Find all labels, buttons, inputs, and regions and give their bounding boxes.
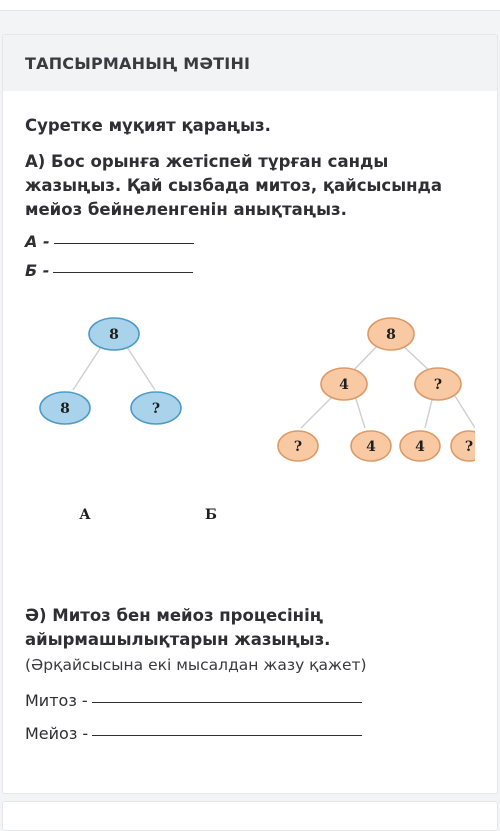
meiosis-label: Мейоз - xyxy=(25,724,89,743)
tree-a-label: А xyxy=(79,507,91,523)
mitosis-label: Митоз - xyxy=(25,691,88,710)
answer-a-blank xyxy=(54,242,194,244)
tree-b-edge-l-lr xyxy=(355,396,365,428)
task-card xyxy=(2,34,498,794)
tree-b-l2-value-4: ? xyxy=(464,439,474,455)
tree-a-child-left-value: 8 xyxy=(60,401,70,417)
tree-b-label: Б xyxy=(205,507,217,523)
tree-b-edge-r-rr xyxy=(455,396,475,428)
cell-division-diagram xyxy=(5,306,475,526)
q2-question: Ә) Митоз бен мейоз процесінің айырмашылықтарын жазыңыз. xyxy=(25,606,331,649)
diagram-svg xyxy=(5,306,475,526)
answer-a-line xyxy=(25,232,475,251)
answer-b-label: Б - xyxy=(25,261,50,280)
tree-a-child-right-value: ? xyxy=(151,401,161,417)
tree-a-edge-left xyxy=(73,344,103,390)
mitosis-blank xyxy=(92,702,362,703)
tree-b-root-value: 8 xyxy=(386,327,396,343)
answer-b-line xyxy=(25,261,475,280)
tree-b-l2-value-1: ? xyxy=(293,439,303,455)
q2-note: (Әрқайсысына екі мысалдан жазу қажет) xyxy=(25,656,367,674)
tree-b-l1-left-value: 4 xyxy=(339,377,349,393)
q1-question: А) Бос орынға жетіспей тұрған санды жазыңыз. Қай сызбада митоз, қайсысында мейоз бейнеленгенін анықтаңыз. xyxy=(25,152,442,219)
q1-intro: Суретке мұқият қараңыз. xyxy=(25,116,271,135)
tree-a-root-value: 8 xyxy=(109,327,119,343)
task-content xyxy=(3,114,497,743)
card-title: ТАПСЫРМАНЫҢ МӘТІНІ xyxy=(3,35,497,91)
top-bar xyxy=(0,0,500,11)
tree-b-l2-value-3: 4 xyxy=(415,439,425,455)
next-card xyxy=(2,801,498,831)
meiosis-blank xyxy=(92,735,362,736)
tree-b-edge-r-rl xyxy=(425,396,433,428)
answer-b-blank xyxy=(53,271,193,273)
tree-b-l1-right-value: ? xyxy=(433,377,443,393)
mitosis-line xyxy=(25,691,475,710)
meiosis-line xyxy=(25,724,475,743)
answer-a-label: А - xyxy=(25,232,50,251)
tree-a-edge-right xyxy=(125,344,155,390)
tree-b-l2-value-2: 4 xyxy=(366,439,376,455)
tree-b-edge-l-ll xyxy=(301,396,333,428)
